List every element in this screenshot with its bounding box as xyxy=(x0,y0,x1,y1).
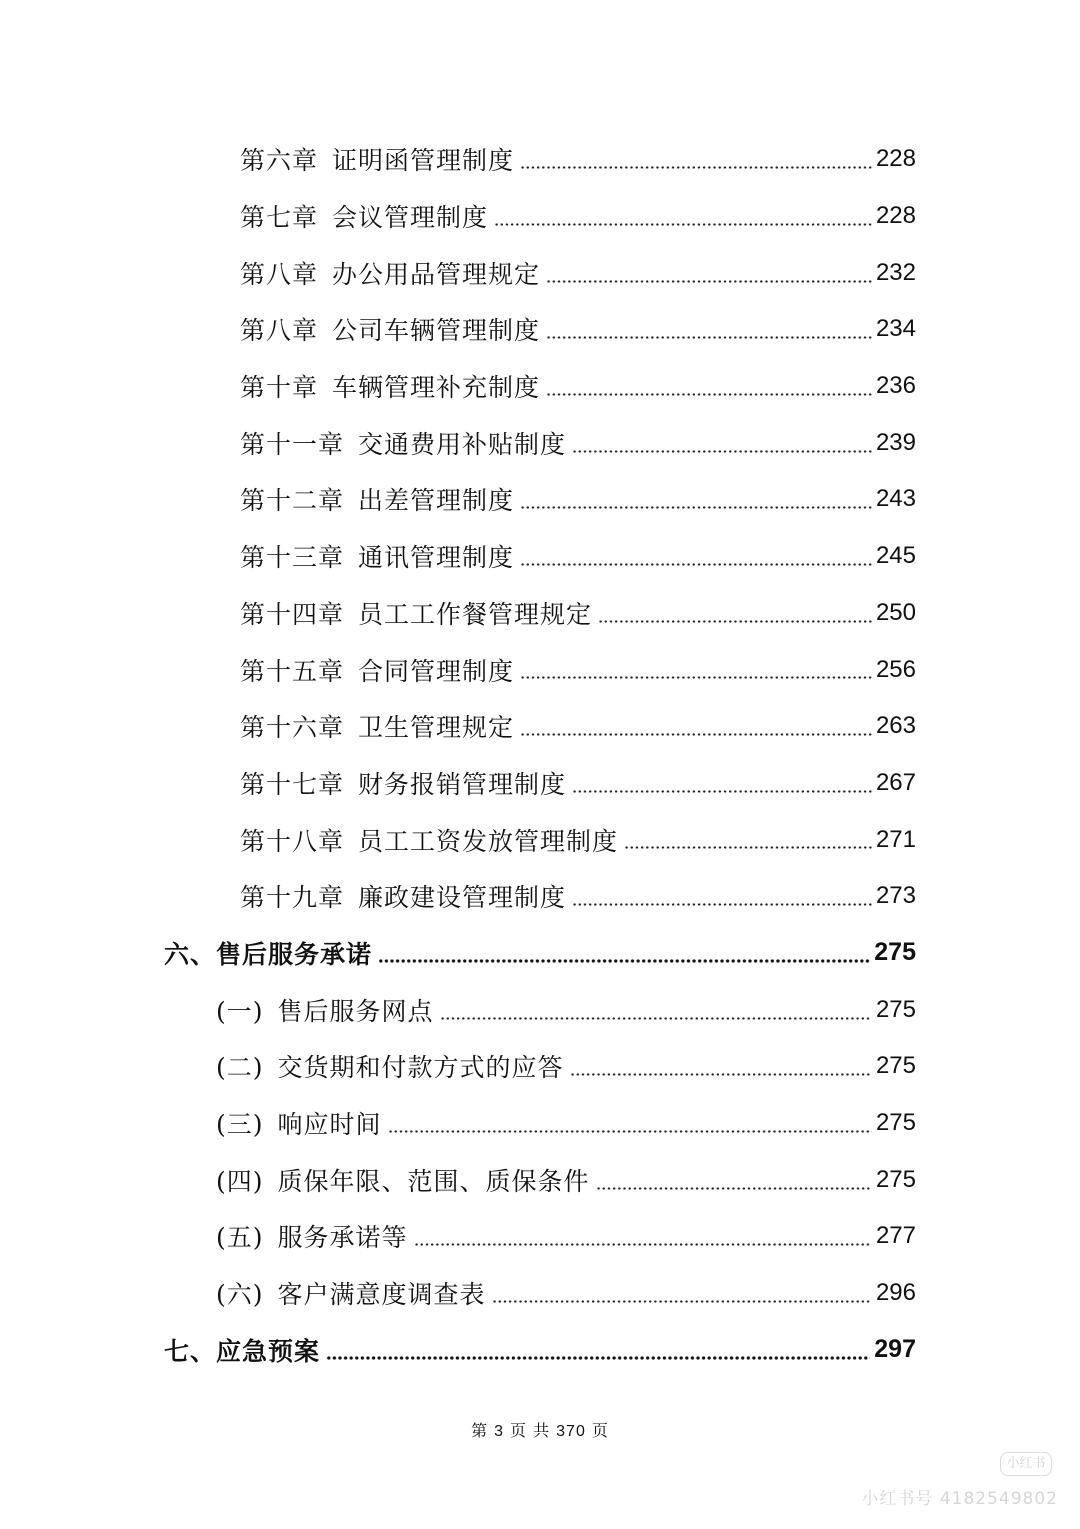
toc-entry-number: 第八章 xyxy=(240,316,319,346)
current-page-number: 3 xyxy=(494,1423,505,1440)
toc-entry-number: 第八章 xyxy=(240,259,319,289)
toc-entry-section[interactable] xyxy=(0,1321,1080,1378)
toc-page-number: 275 xyxy=(874,938,916,967)
toc-entry-title xyxy=(240,708,514,744)
toc-entry-text: 员工工作餐管理规定 xyxy=(358,599,593,629)
toc-entry-number: (六) xyxy=(216,1280,264,1310)
toc-entry-number: 第十一章 xyxy=(240,429,345,459)
toc-page-number: 271 xyxy=(875,825,916,853)
toc-entry-title xyxy=(240,481,514,517)
toc-entry-text: 证明函管理制度 xyxy=(332,146,515,176)
toc-dot-leader xyxy=(546,335,872,341)
toc-entry-number: 第十章 xyxy=(240,373,319,403)
toc-entry-title xyxy=(240,425,566,461)
toc-entry-number: (二) xyxy=(216,1053,264,1083)
toc-entry-text: 办公用品管理规定 xyxy=(332,259,541,289)
toc-entry-title xyxy=(216,992,434,1028)
footer-middle: 页 共 xyxy=(510,1421,551,1440)
toc-page-number: 297 xyxy=(874,1335,916,1364)
toc-entry-title xyxy=(240,765,566,801)
toc-entry-text: 售后服务网点 xyxy=(277,996,434,1026)
toc-entry-number: 第十八章 xyxy=(240,826,345,856)
toc-page-number: 275 xyxy=(875,1052,916,1080)
toc-entry-text: 响应时间 xyxy=(277,1110,382,1140)
toc-dot-leader xyxy=(494,221,872,227)
toc-entry-text: 公司车辆管理制度 xyxy=(332,316,541,346)
toc-entry-number: 第十三章 xyxy=(240,543,345,573)
toc-entry-text: 财务报销管理制度 xyxy=(358,769,567,799)
toc-entry-chapter[interactable] xyxy=(0,244,1080,301)
toc-page-number: 243 xyxy=(875,485,916,513)
toc-entry-chapter[interactable] xyxy=(0,301,1080,358)
toc-entry-text: 质保年限、范围、质保条件 xyxy=(277,1166,590,1196)
toc-entry-number: 第十六章 xyxy=(240,713,345,743)
toc-entry-chapter[interactable] xyxy=(0,585,1080,642)
toc-entry-chapter[interactable] xyxy=(0,641,1080,698)
toc-entry-title xyxy=(216,1218,408,1254)
toc-page-number: 273 xyxy=(875,882,916,910)
toc-page-number: 239 xyxy=(875,428,916,456)
toc-entry-text: 应急预案 xyxy=(216,1336,321,1366)
toc-page-number: 275 xyxy=(875,995,916,1023)
toc-dot-leader xyxy=(414,1242,872,1248)
toc-entry-item[interactable] xyxy=(0,1151,1080,1208)
toc-dot-leader xyxy=(326,1355,870,1361)
toc-entry-section[interactable] xyxy=(0,925,1080,982)
toc-dot-leader xyxy=(598,618,872,624)
toc-entry-title xyxy=(240,141,514,177)
toc-dot-leader xyxy=(546,391,872,397)
toc-dot-leader xyxy=(572,788,872,794)
toc-entry-number: 第十二章 xyxy=(240,486,345,516)
toc-entry-title xyxy=(216,1275,486,1311)
toc-page-number: 263 xyxy=(875,712,916,740)
toc-dot-leader xyxy=(572,902,872,908)
toc-entry-chapter[interactable] xyxy=(0,131,1080,188)
toc-page-number: 232 xyxy=(875,258,916,286)
toc-dot-leader xyxy=(440,1015,872,1021)
toc-page-number: 267 xyxy=(875,768,916,796)
toc-dot-leader xyxy=(520,732,872,738)
toc-entry-chapter[interactable] xyxy=(0,811,1080,868)
toc-dot-leader xyxy=(520,165,872,171)
toc-entry-item[interactable] xyxy=(0,1095,1080,1152)
toc-entry-text: 会议管理制度 xyxy=(332,203,489,233)
toc-entry-number: (五) xyxy=(216,1223,264,1253)
toc-page-number: 236 xyxy=(875,372,916,400)
toc-entry-item[interactable] xyxy=(0,1208,1080,1265)
toc-entry-text: 交货期和付款方式的应答 xyxy=(277,1053,564,1083)
toc-entry-text: 卫生管理规定 xyxy=(358,713,515,743)
toc-entry-title xyxy=(240,652,514,688)
toc-dot-leader xyxy=(378,958,870,964)
toc-entry-text: 通讯管理制度 xyxy=(358,543,515,573)
toc-dot-leader xyxy=(570,1072,872,1078)
toc-entry-chapter[interactable] xyxy=(0,698,1080,755)
toc-entry-title xyxy=(240,311,540,347)
toc-entry-text: 员工工资发放管理制度 xyxy=(358,826,619,856)
toc-entry-chapter[interactable] xyxy=(0,868,1080,925)
toc-entry-text: 出差管理制度 xyxy=(358,486,515,516)
toc-entry-number: 第十九章 xyxy=(240,883,345,913)
toc-entry-title xyxy=(216,1048,564,1084)
toc-dot-leader xyxy=(546,278,872,284)
toc-entry-number: 第十四章 xyxy=(240,599,345,629)
toc-dot-leader xyxy=(596,1185,872,1191)
toc-entry-title xyxy=(240,368,540,404)
toc-entry-title xyxy=(240,198,488,234)
toc-page-number: 256 xyxy=(875,655,916,683)
toc-page-number: 245 xyxy=(875,542,916,570)
toc-entry-text: 服务承诺等 xyxy=(277,1223,408,1253)
toc-page-number: 277 xyxy=(875,1222,916,1250)
toc-entry-text: 售后服务承诺 xyxy=(216,939,373,969)
toc-dot-leader xyxy=(492,1298,872,1304)
toc-dot-leader xyxy=(520,675,872,681)
toc-dot-leader xyxy=(572,448,872,454)
toc-entry-title xyxy=(240,595,592,631)
toc-entry-title xyxy=(240,255,540,291)
total-page-count: 370 xyxy=(556,1423,586,1440)
toc-entry-number: 七、 xyxy=(164,1336,217,1366)
toc-entry-title xyxy=(240,878,566,914)
toc-dot-leader xyxy=(388,1128,872,1134)
toc-entry-item[interactable] xyxy=(0,1038,1080,1095)
toc-entry-chapter[interactable] xyxy=(0,471,1080,528)
toc-entry-number: 第七章 xyxy=(240,203,319,233)
toc-entry-number: (四) xyxy=(216,1166,264,1196)
toc-entry-chapter[interactable] xyxy=(0,755,1080,812)
toc-page-number: 275 xyxy=(875,1165,916,1193)
footer-suffix: 页 xyxy=(591,1421,609,1440)
toc-entry-title xyxy=(240,538,514,574)
toc-entry-number: 第六章 xyxy=(240,146,319,176)
toc-entry-text: 交通费用补贴制度 xyxy=(358,429,567,459)
toc-entry-chapter[interactable] xyxy=(0,528,1080,585)
toc-entry-chapter[interactable] xyxy=(0,358,1080,415)
toc-entry-item[interactable] xyxy=(0,1265,1080,1322)
toc-entry-title xyxy=(240,822,618,858)
toc-entry-number: (三) xyxy=(216,1110,264,1140)
toc-page-number: 275 xyxy=(875,1109,916,1137)
toc-entry-chapter[interactable] xyxy=(0,188,1080,245)
toc-entry-number: 第十五章 xyxy=(240,656,345,686)
toc-entry-number: 六、 xyxy=(164,939,217,969)
toc-page-number: 296 xyxy=(875,1279,916,1307)
toc-entry-chapter[interactable] xyxy=(0,414,1080,471)
watermark-logo: 小红书 xyxy=(1000,1452,1052,1476)
watermark-id: 小红书号 4182549802 xyxy=(861,1489,1058,1509)
toc-dot-leader xyxy=(520,505,872,511)
toc-entry-text: 合同管理制度 xyxy=(358,656,515,686)
toc-entry-text: 车辆管理补充制度 xyxy=(332,373,541,403)
page-footer xyxy=(0,1418,1080,1441)
toc-entry-number: (一) xyxy=(216,996,264,1026)
toc-page-number: 228 xyxy=(875,145,916,173)
footer-prefix: 第 xyxy=(471,1421,489,1440)
toc-entry-title xyxy=(216,1162,590,1198)
toc-page-number: 250 xyxy=(875,598,916,626)
toc-page-number: 228 xyxy=(875,202,916,230)
toc-entry-item[interactable] xyxy=(0,981,1080,1038)
toc-entry-number: 第十七章 xyxy=(240,769,345,799)
toc-page-number: 234 xyxy=(875,315,916,343)
toc-entry-text: 客户满意度调查表 xyxy=(277,1280,486,1310)
toc-entry-title xyxy=(164,935,372,971)
toc-entry-text: 廉政建设管理制度 xyxy=(358,883,567,913)
toc-dot-leader xyxy=(624,845,872,851)
toc-dot-leader xyxy=(520,562,872,568)
toc-entry-title xyxy=(164,1332,320,1368)
toc-entry-title xyxy=(216,1105,382,1141)
table-of-contents xyxy=(0,131,1080,1378)
